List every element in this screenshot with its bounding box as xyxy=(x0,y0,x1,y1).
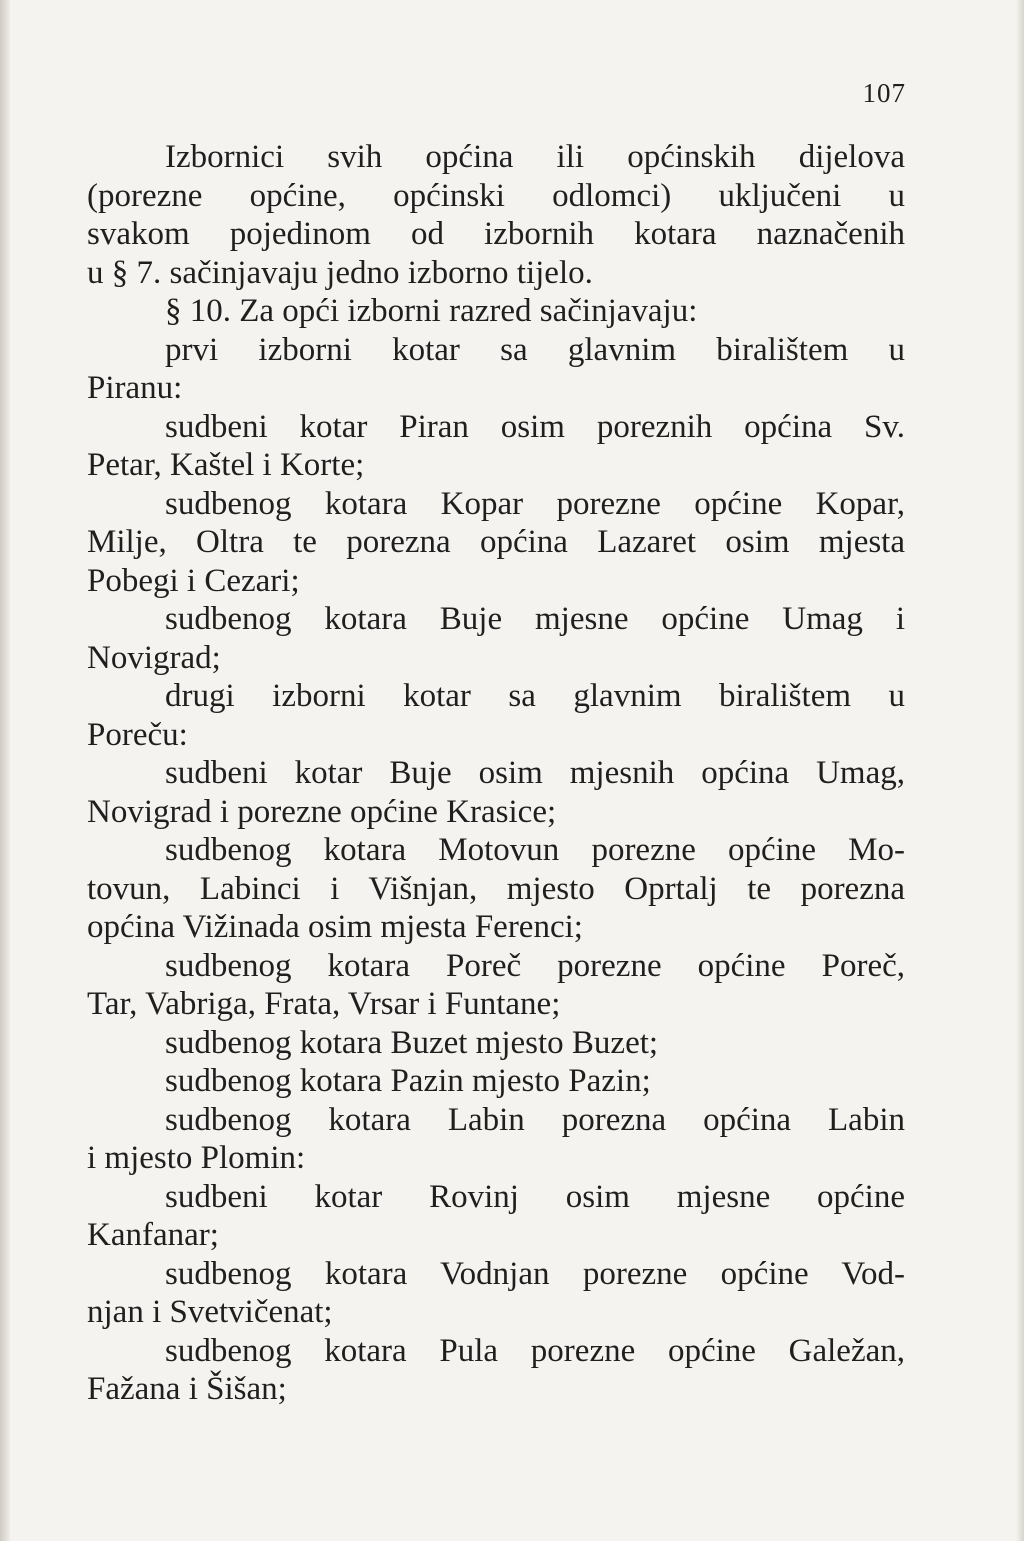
page-spine-shadow xyxy=(0,0,10,1541)
text-line: Milje, Oltra te porezna općina Lazaret osim mjesta xyxy=(87,524,905,560)
text-line: Kanfanar; xyxy=(87,1217,219,1253)
text-line: tovun, Labinci i Višnjan, mjesto Oprtalj te porezna xyxy=(87,870,905,907)
text-line: sudbenog kotara Kopar porezne općine Kopar, xyxy=(165,485,905,522)
body-text xyxy=(87,138,905,1409)
text-line: sudbenog kotara Vodnjan porezne općine Vod- xyxy=(165,1255,905,1292)
text-line: Poreču: xyxy=(87,716,188,753)
text-line: prvi izborni kotar sa glavnim biralištem u xyxy=(165,331,905,368)
text-line: drugi izborni kotar sa glavnim biralištem u xyxy=(165,678,905,714)
text-line: sudbenog kotara Pula porezne općine Galežan, xyxy=(165,1332,905,1369)
text-line: općina Vižinada osim mjesta Ferenci; xyxy=(87,909,583,945)
text-line: sudbenog kotara Poreč porezne općine Poreč, xyxy=(165,947,905,984)
text-line: sudbenog kotara Buje mjesne općine Umag i xyxy=(165,601,905,637)
text-line: Piranu: xyxy=(87,370,183,406)
text-line: (porezne općine, općinski odlomci) uključeni u xyxy=(87,177,905,214)
text-line: u § 7. sačinjavaju jedno izborno tijelo. xyxy=(87,254,593,291)
text-line: njan i Svetvičenat; xyxy=(87,1294,333,1330)
text-line: sudbeni kotar Rovinj osim mjesne općine xyxy=(165,1178,905,1215)
text-line: sudbeni kotar Buje osim mjesnih općina Umag, xyxy=(165,755,905,791)
text-line: sudbeni kotar Piran osim poreznih općina Sv. xyxy=(165,408,905,445)
text-line: Izbornici svih općina ili općinskih dijelova xyxy=(165,139,905,175)
text-line: sudbenog kotara Labin porezna općina Labin xyxy=(165,1101,905,1138)
text-line: Pobegi i Cezari; xyxy=(87,562,300,599)
text-line: Tar, Vabriga, Frata, Vrsar i Funtane; xyxy=(87,986,561,1022)
text-line: svakom pojedinom od izbornih kotara naznačenih xyxy=(87,216,905,252)
text-line: sudbenog kotara Pazin mjesto Pazin; xyxy=(165,1063,651,1099)
text-line: Novigrad i porezne općine Krasice; xyxy=(87,793,557,830)
text-line: § 10. Za opći izborni razred sačinjavaju: xyxy=(165,293,698,329)
text-line: sudbenog kotara Motovun porezne općine Mo- xyxy=(165,832,905,868)
text-line: Petar, Kaštel i Korte; xyxy=(87,447,365,483)
text-line: i mjesto Plomin: xyxy=(87,1140,306,1176)
text-line: Novigrad; xyxy=(87,639,221,676)
page-edge-shadow xyxy=(1016,0,1024,1541)
text-line: sudbenog kotara Buzet mjesto Buzet; xyxy=(165,1024,659,1061)
page-number: 107 xyxy=(862,78,906,108)
text-line: Fažana i Šišan; xyxy=(87,1371,287,1407)
